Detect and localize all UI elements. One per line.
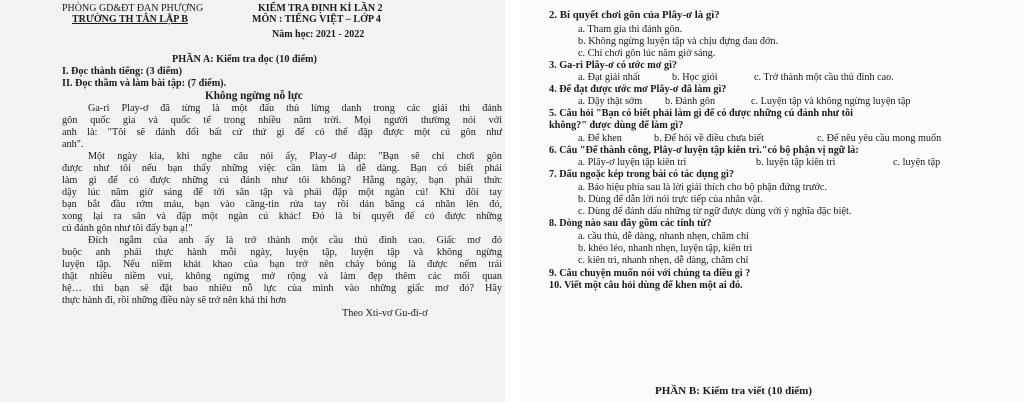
q2-option-a: a. Tham gia thi đánh gôn. — [578, 24, 683, 35]
q4-option-b: b. Đánh gôn — [665, 96, 716, 107]
story-line: bạn bắt đầu rớm máu, bạn vào căng-tin rửa tay rồi dán băng cá nhân lên đó, — [62, 199, 502, 210]
story-line: thật nhiều niềm vui, không ngừng mở rộng và làm đẹp thêm các mối quan — [62, 271, 502, 282]
question-9: 9. Câu chuyện muốn nói với chúng ta điều gì ? — [549, 268, 751, 279]
story-author: Theo Xti-vơ Gu-đi-ơ — [342, 308, 428, 319]
question-5: 5. Câu hỏi "Bạn có biết phải làm gì để có được những cú đánh như tôi — [549, 108, 853, 119]
q8-option-b: b. khéo léo, nhanh nhẹn, luyện tập, kiên trì — [578, 243, 753, 254]
story-line: buộc anh phải thực hành mỗi ngày, luyện tập, luyện tập và không ngừng — [62, 247, 502, 258]
story-line: luyện tập. Nếu niềm khát khao của bạn trở nên cháy bỏng là được nếm trải — [62, 259, 502, 270]
q6-option-b: b. luyện tập kiên trì — [756, 157, 836, 168]
q2-option-b: b. Không ngừng luyện tập và chịu đựng đau đớn. — [578, 36, 779, 47]
q8-option-a: a. cầu thủ, dễ dàng, nhanh nhẹn, chăm chỉ — [578, 231, 749, 242]
q7-option-c: c. Dùng để đánh dấu những từ ngữ được dùng với ý nghĩa đặc biệt. — [578, 206, 852, 217]
q4-option-a: a. Dậy thật sớm — [578, 96, 643, 107]
section-2-heading: II. Đọc thầm và làm bài tập: (7 điểm). — [62, 78, 227, 89]
story-line: anh là: "Tôi sẽ đánh đổi bất cứ thứ gì để có thể đập được một cú gôn như — [62, 127, 502, 138]
story-line: Đích ngắm của anh ấy là trở thành một cầu thủ đỉnh cao. Giấc mơ đó — [88, 235, 502, 246]
q7-option-a: a. Báo hiệu phía sau là lời giải thích cho bộ phận đứng trước. — [578, 182, 827, 193]
story-line: hệ… thì bạn sẽ đặt bao nhiêu nỗ lực của mình vào những giấc mơ đó? Hãy — [62, 283, 502, 294]
story-line: cú đánh gôn như tôi đấy bạn ạ!" — [62, 223, 193, 234]
story-line: xong lại ra sân và đập một ngàn cú khác! Đó là bí quyết để có được những — [62, 211, 502, 222]
q5-option-c: c. Để nêu yêu cầu mong muốn — [817, 133, 942, 144]
q4-option-c: c. Luyện tập và không ngừng luyện tập — [751, 96, 911, 107]
q6-option-a: a. Plây-ơ luyện tập kiên trì — [578, 157, 687, 168]
story-title: Không ngừng nỗ lực — [205, 90, 303, 102]
school-name: TRƯỜNG TH TÂN LẬP B — [72, 14, 188, 25]
question-10: 10. Viết một câu hỏi dùng để khen một ai đó. — [549, 280, 743, 291]
question-2: 2. Bí quyết chơi gôn của Plây-ơ là gì? — [549, 9, 720, 21]
exam-subject: MÔN : TIẾNG VIỆT – LỚP 4 — [252, 14, 381, 25]
q3-option-c: c. Trở thành một cầu thủ đỉnh cao. — [754, 72, 894, 83]
story-line: được như tôi nếu bạn thấy những việc cần làm là dễ dàng. Bạn có biết phải — [62, 163, 502, 174]
story-line: thực hành đi, rồi những điều này sẽ trở nên khả thi hơn — [62, 295, 287, 306]
exam-title: KIỂM TRA ĐỊNH KÌ LẦN 2 — [258, 3, 383, 14]
story-line: gôn quốc gia và quốc tế trong nhiều năm trời. Mọi người thường nói với — [62, 115, 502, 126]
story-line: anh". — [62, 139, 84, 150]
question-8: 8. Dòng nào sau đây gồm các tính từ? — [549, 218, 712, 229]
story-line: Ga-ri Play-ơ đã từng là một đấu thủ lừng danh trong các giải thi đánh — [88, 103, 502, 114]
q3-option-a: a. Đạt giải nhất — [578, 72, 641, 83]
q8-option-c: c. kiên trì, nhanh nhẹn, dễ dàng, chăm chỉ — [578, 255, 749, 266]
q6-option-c: c. luyện tập — [893, 157, 941, 168]
story-line: dậy lúc năm giờ sáng để tới sân tập và phải đập một ngàn cú! Khi đôi tay — [62, 187, 502, 198]
q3-option-b: b. Học giỏi — [672, 72, 718, 83]
part-a-title: PHẦN A: Kiểm tra đọc (10 điểm) — [172, 54, 317, 65]
q2-option-c: c. Chỉ chơi gôn lúc năm giờ sáng. — [578, 48, 716, 59]
question-3: 3. Ga-ri Plây-ơ có ước mơ gì? — [549, 60, 677, 71]
dept-name: PHÒNG GD&ĐT ĐAN PHƯỢNG — [62, 3, 204, 14]
section-1-heading: I. Đọc thành tiếng: (3 điểm) — [62, 66, 182, 77]
q5-option-a: a. Để khen — [578, 133, 622, 144]
column-gap — [505, 0, 520, 402]
school-year: Năm học: 2021 - 2022 — [272, 29, 365, 40]
q5-option-b: b. Để hỏi về điều chưa biết — [654, 133, 764, 144]
story-line: làm gì để có được những cú đánh như tôi không? Hằng ngày, bạn phải thức — [62, 175, 502, 186]
question-6: 6. Câu "Để thành công, Plây-ơ luyện tập kiên trì."có bộ phận vị ngữ là: — [549, 145, 859, 156]
question-4: 4. Để đạt được ước mơ Plây-ơ đã làm gì? — [549, 84, 727, 95]
q7-option-b: b. Dùng để dẫn lời nói trực tiếp của nhân vật. — [578, 194, 763, 205]
question-5-cont: không?" được dùng để làm gì? — [549, 120, 684, 131]
story-line: Một ngày kia, khi nghe câu nói ấy, Play-ơ đáp: "Bạn sẽ chỉ chơi gôn — [88, 151, 502, 162]
question-7: 7. Dấu ngoặc kép trong bài có tác dụng gì? — [549, 169, 734, 180]
part-b-title: PHẦN B: Kiểm tra viết (10 điểm) — [655, 385, 813, 397]
